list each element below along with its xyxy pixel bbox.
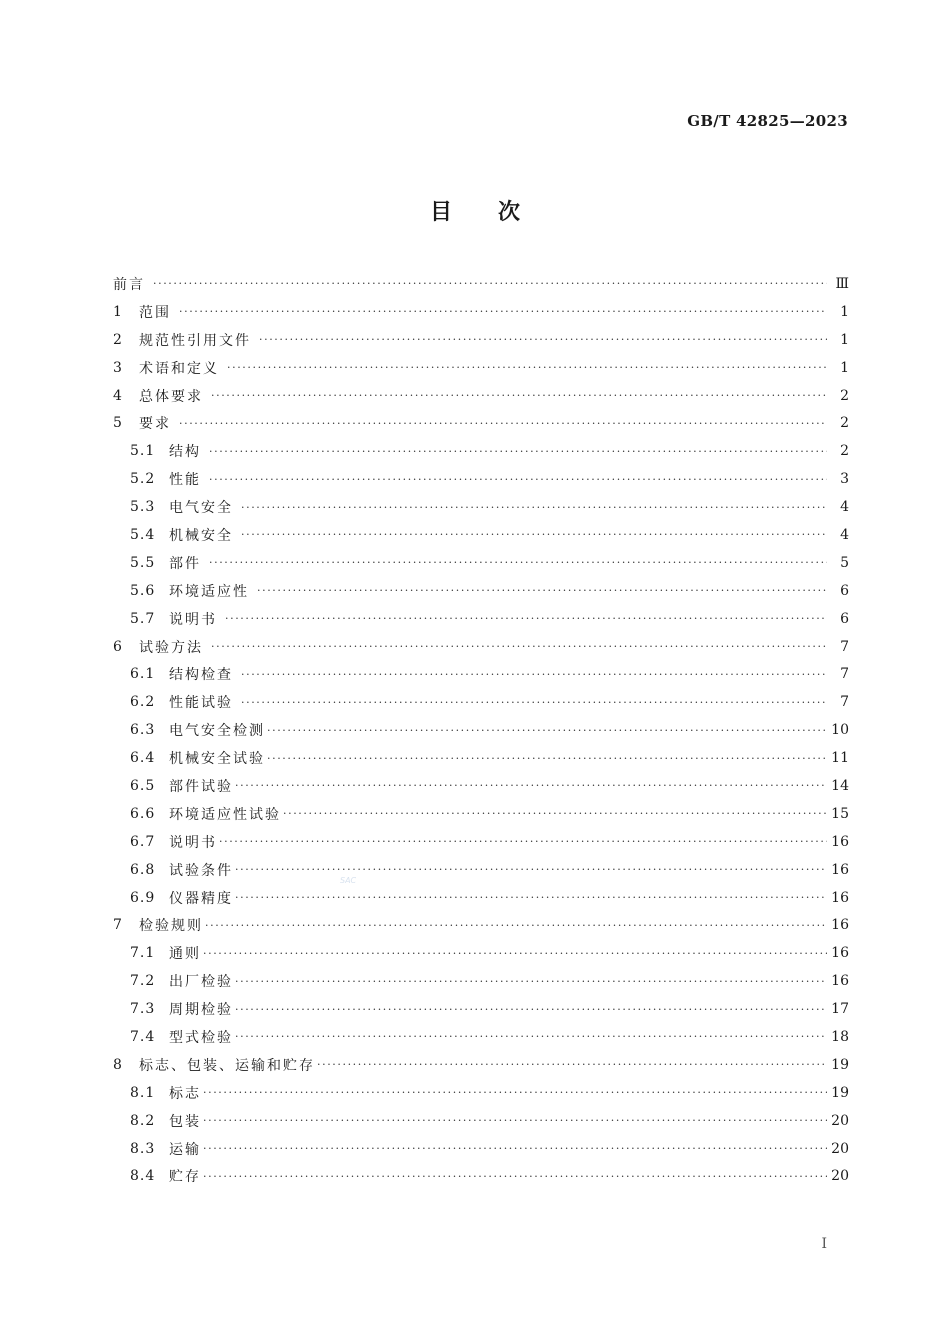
toc-entry-page: 16 — [831, 945, 849, 962]
toc-entry-page: 14 — [831, 777, 849, 794]
toc-dot-leader — [209, 557, 827, 568]
toc-entry-title: 标志 — [169, 1085, 201, 1102]
toc-entry-title: 周期检验 — [169, 1002, 233, 1019]
watermark-logo: SAC — [340, 876, 357, 885]
toc-entry-number: 5.3 — [130, 499, 156, 516]
toc-entry[interactable] — [113, 856, 849, 884]
toc-entry-page: 18 — [831, 1028, 849, 1045]
toc-entry-page: 4 — [840, 499, 849, 516]
toc-entry-number: 1 — [113, 303, 123, 320]
toc-dot-leader — [235, 976, 827, 987]
toc-entry-page: 6 — [840, 582, 849, 599]
toc-dot-leader — [235, 892, 827, 903]
toc-entry-title: 标志、包装、运输和贮存 — [139, 1057, 315, 1074]
toc-entry-page: 3 — [840, 471, 849, 488]
toc-entry[interactable] — [113, 1135, 849, 1163]
toc-entry-page: 20 — [831, 1168, 849, 1185]
toc-entry-number: 7 — [113, 917, 123, 934]
toc-entry[interactable] — [113, 939, 849, 967]
toc-dot-leader — [203, 1143, 827, 1154]
toc-entry[interactable] — [113, 744, 849, 772]
toc-dot-leader — [179, 306, 827, 317]
toc-dot-leader — [235, 780, 827, 791]
table-of-contents — [113, 270, 849, 1190]
toc-entry-page: 1 — [840, 331, 849, 348]
toc-entry[interactable] — [113, 493, 849, 521]
toc-entry-page: 7 — [840, 638, 849, 655]
toc-entry[interactable] — [113, 772, 849, 800]
standard-code: GB/T 42825—2023 — [687, 112, 848, 130]
toc-entry-page: 5 — [840, 554, 849, 571]
toc-entry[interactable] — [113, 382, 849, 410]
toc-entry-page: 15 — [831, 805, 849, 822]
toc-dot-leader — [203, 948, 827, 959]
toc-entry[interactable] — [113, 465, 849, 493]
toc-entry-title: 性能 — [169, 472, 201, 489]
toc-entry[interactable] — [113, 577, 849, 605]
toc-dot-leader — [209, 474, 827, 485]
toc-entry-page: 17 — [831, 1001, 849, 1018]
toc-entry-number: 5.5 — [130, 554, 156, 571]
toc-dot-leader — [241, 502, 827, 513]
toc-entry-number: 5.7 — [130, 610, 156, 627]
toc-entry-number: 7.1 — [130, 945, 156, 962]
toc-entry-number: 8.1 — [130, 1084, 156, 1101]
toc-entry[interactable] — [113, 326, 849, 354]
toc-entry-page: 2 — [840, 387, 849, 404]
toc-dot-leader — [283, 808, 827, 819]
toc-entry[interactable] — [113, 884, 849, 912]
toc-entry-page: 20 — [831, 1112, 849, 1129]
toc-entry-page: 7 — [840, 694, 849, 711]
page-number: I — [821, 1236, 827, 1252]
toc-entry-number: 3 — [113, 359, 123, 376]
toc-entry-number: 6.8 — [130, 861, 156, 878]
toc-entry-number: 6.9 — [130, 889, 156, 906]
toc-entry[interactable] — [113, 1051, 849, 1079]
toc-entry-number: 6 — [113, 638, 123, 655]
toc-entry-number: 7.3 — [130, 1001, 156, 1018]
toc-entry-page: 19 — [831, 1056, 849, 1073]
toc-dot-leader — [205, 920, 827, 931]
toc-entry-number: 6.4 — [130, 750, 156, 767]
toc-entry[interactable] — [113, 270, 849, 298]
toc-entry-title: 试验条件 — [169, 862, 233, 879]
toc-entry-title: 规范性引用文件 — [139, 332, 251, 349]
toc-entry-title: 运输 — [169, 1141, 201, 1158]
toc-entry-title: 说明书 — [169, 834, 217, 851]
toc-entry-title: 说明书 — [169, 611, 217, 628]
toc-entry-title: 机械安全试验 — [169, 751, 265, 768]
toc-entry-title: 通则 — [169, 946, 201, 963]
toc-entry-title: 部件 — [169, 555, 201, 572]
toc-entry[interactable] — [113, 716, 849, 744]
toc-entry-page: 16 — [831, 917, 849, 934]
toc-entry-page: 1 — [840, 303, 849, 320]
toc-dot-leader — [235, 1031, 827, 1042]
toc-dot-leader — [259, 334, 827, 345]
toc-entry[interactable] — [113, 521, 849, 549]
toc-entry[interactable] — [113, 354, 849, 382]
page-title: 目次 — [429, 200, 566, 225]
toc-entry-number: 5.6 — [130, 582, 156, 599]
toc-entry-title: 性能试验 — [169, 695, 233, 712]
toc-entry-page: 16 — [831, 973, 849, 990]
toc-entry-title: 电气安全 — [169, 500, 233, 517]
toc-entry-number: 8.2 — [130, 1112, 156, 1129]
toc-entry[interactable] — [113, 967, 849, 995]
toc-entry[interactable] — [113, 605, 849, 633]
toc-dot-leader — [227, 362, 827, 373]
toc-dot-leader — [179, 418, 827, 429]
toc-entry-title: 包装 — [169, 1113, 201, 1130]
toc-entry[interactable] — [113, 1163, 849, 1191]
toc-dot-leader — [235, 1004, 827, 1015]
toc-entry[interactable] — [113, 409, 849, 437]
toc-entry-page: Ⅲ — [835, 275, 849, 292]
toc-entry[interactable] — [113, 688, 849, 716]
toc-entry[interactable] — [113, 633, 849, 661]
toc-entry-title: 术语和定义 — [139, 360, 219, 377]
toc-entry-title: 检验规则 — [139, 918, 203, 935]
toc-entry-title: 范围 — [139, 304, 171, 321]
toc-dot-leader — [209, 446, 827, 457]
toc-dot-leader — [241, 529, 827, 540]
toc-entry-page: 4 — [840, 526, 849, 543]
toc-entry[interactable] — [113, 660, 849, 688]
toc-entry-number: 6.6 — [130, 805, 156, 822]
toc-entry-title: 结构 — [169, 444, 201, 461]
toc-entry-page: 10 — [831, 722, 849, 739]
toc-entry-title: 试验方法 — [139, 639, 203, 656]
toc-entry-number: 5 — [113, 415, 123, 432]
toc-dot-leader — [211, 641, 827, 652]
toc-entry[interactable] — [113, 995, 849, 1023]
toc-entry-page: 11 — [831, 750, 849, 767]
toc-entry[interactable] — [113, 1023, 849, 1051]
toc-entry[interactable] — [113, 298, 849, 326]
toc-dot-leader — [203, 1087, 827, 1098]
toc-entry[interactable] — [113, 1107, 849, 1135]
toc-entry-number: 7.2 — [130, 973, 156, 990]
toc-dot-leader — [235, 864, 827, 875]
toc-dot-leader — [317, 1059, 827, 1070]
toc-dot-leader — [267, 725, 827, 736]
toc-entry-number: 6.2 — [130, 694, 156, 711]
toc-entry[interactable] — [113, 911, 849, 939]
toc-entry-page: 1 — [840, 359, 849, 376]
toc-entry-title: 结构检查 — [169, 667, 233, 684]
toc-entry[interactable] — [113, 828, 849, 856]
toc-entry-number: 5.4 — [130, 526, 156, 543]
toc-entry-number: 4 — [113, 387, 123, 404]
toc-entry-number: 6.3 — [130, 722, 156, 739]
toc-entry-title: 环境适应性试验 — [169, 806, 281, 823]
toc-entry-page: 6 — [840, 610, 849, 627]
toc-entry-title: 电气安全检测 — [169, 723, 265, 740]
toc-entry-page: 19 — [831, 1084, 849, 1101]
toc-entry-page: 20 — [831, 1140, 849, 1157]
toc-entry-title: 型式检验 — [169, 1029, 233, 1046]
toc-entry-page: 16 — [831, 889, 849, 906]
toc-entry-title: 仪器精度 — [169, 890, 233, 907]
toc-entry-page: 7 — [840, 666, 849, 683]
toc-dot-leader — [225, 613, 827, 624]
toc-entry-title: 要求 — [139, 416, 171, 433]
toc-entry-number: 2 — [113, 331, 123, 348]
toc-dot-leader — [203, 1115, 827, 1126]
toc-entry-title: 前言 — [113, 276, 145, 293]
toc-entry-page: 2 — [840, 443, 849, 460]
toc-entry-title: 出厂检验 — [169, 974, 233, 991]
toc-entry-number: 7.4 — [130, 1028, 156, 1045]
toc-dot-leader — [267, 753, 827, 764]
toc-entry-title: 总体要求 — [139, 388, 203, 405]
toc-entry[interactable] — [113, 437, 849, 465]
toc-entry-title: 环境适应性 — [169, 583, 249, 600]
toc-entry-number: 8.4 — [130, 1168, 156, 1185]
toc-entry-number: 6.5 — [130, 777, 156, 794]
toc-entry-title: 部件试验 — [169, 778, 233, 795]
toc-dot-leader — [203, 1171, 827, 1182]
toc-entry-number: 8 — [113, 1056, 123, 1073]
toc-dot-leader — [241, 697, 827, 708]
toc-entry-number: 5.2 — [130, 471, 156, 488]
toc-dot-leader — [211, 390, 827, 401]
toc-entry-title: 贮存 — [169, 1169, 201, 1186]
toc-entry[interactable] — [113, 549, 849, 577]
toc-entry[interactable] — [113, 800, 849, 828]
toc-entry[interactable] — [113, 1079, 849, 1107]
toc-dot-leader — [219, 836, 827, 847]
toc-entry-page: 16 — [831, 833, 849, 850]
toc-entry-title: 机械安全 — [169, 527, 233, 544]
toc-dot-leader — [257, 585, 827, 596]
toc-entry-number: 6.1 — [130, 666, 156, 683]
toc-dot-leader — [241, 669, 827, 680]
toc-entry-number: 6.7 — [130, 833, 156, 850]
toc-entry-number: 8.3 — [130, 1140, 156, 1157]
toc-entry-page: 16 — [831, 861, 849, 878]
toc-dot-leader — [153, 278, 827, 289]
toc-entry-page: 2 — [840, 415, 849, 432]
toc-entry-number: 5.1 — [130, 443, 156, 460]
